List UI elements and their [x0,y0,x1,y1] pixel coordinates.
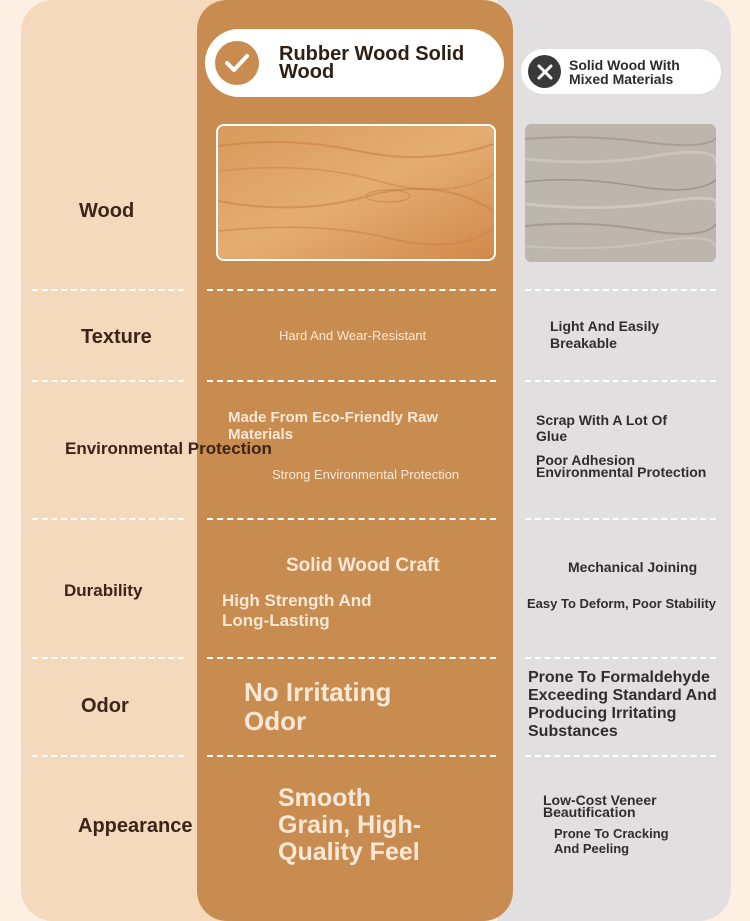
mixed-materials-image [525,124,716,262]
environmental-good-text-2: Strong Environmental Protection [272,467,460,482]
texture-bad-text: Light And Easily Breakable [550,318,660,351]
mixed-materials-title: Solid Wood With Mixed Materials [569,56,680,87]
divider [525,657,716,659]
divider [525,755,716,757]
row-label-odor: Odor [81,695,129,717]
close-icon [528,55,561,88]
divider [32,755,184,757]
durability-bad-text-2: Easy To Deform, Poor Stability [527,596,717,611]
odor-good-text: No Irritating Odor [244,677,392,736]
appearance-bad-text-2: Prone To Cracking And Peeling [554,826,669,856]
rubber-wood-title: Rubber Wood Solid Wood [279,43,465,83]
row-label-environmental: Environmental Protection [65,439,272,458]
odor-bad-text: Prone To Formaldehyde Exceeding Standard And Producing Irritating Substances [528,669,717,740]
divider [32,518,184,520]
check-icon [215,41,259,85]
divider [207,380,496,382]
divider [32,657,184,659]
row-label-appearance: Appearance [78,815,193,837]
environmental-bad-text-1: Scrap With A Lot Of Glue [536,412,668,444]
divider [207,289,496,291]
texture-good-text: Hard And Wear-Resistant [279,328,427,343]
environmental-bad-text-2: Poor Adhesion Environmental Protection [536,452,707,480]
divider [207,518,496,520]
row-labels-panel [21,0,221,921]
divider [525,518,716,520]
durability-good-text-2: High Strength And Long-Lasting [222,591,372,630]
rubber-wood-header [205,29,504,97]
divider [32,380,184,382]
durability-bad-text-1: Mechanical Joining [568,559,698,575]
divider [207,657,496,659]
appearance-good-text: Smooth Grain, High-Quality Feel [278,784,422,866]
environmental-good-text-1: Made From Eco-Friendly Raw Materials [228,409,439,443]
divider [207,755,496,757]
appearance-bad-text-1: Low-Cost Veneer Beautification [543,792,657,820]
rubber-wood-image [216,124,496,261]
row-label-texture: Texture [81,326,152,348]
divider [525,380,716,382]
row-label-durability: Durability [64,581,143,600]
row-label-wood: Wood [79,200,135,222]
durability-good-text-1: Solid Wood Craft [286,555,440,576]
mixed-materials-header [521,49,721,94]
divider [525,289,716,291]
divider [32,289,184,291]
